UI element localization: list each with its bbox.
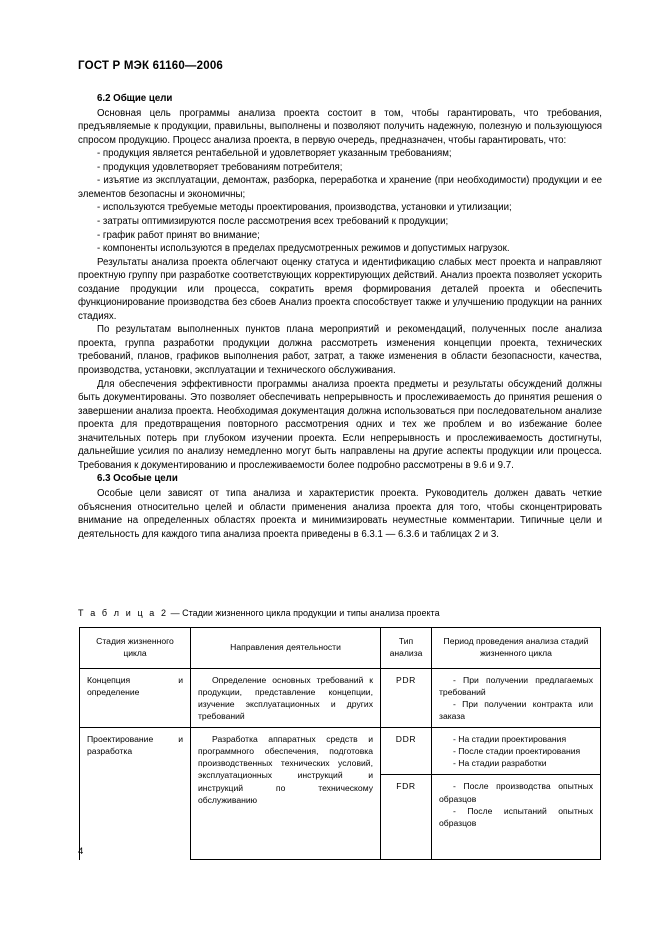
table-cell-period bbox=[432, 668, 601, 727]
table-cell-stage: Концепция и определение bbox=[80, 668, 191, 727]
period-item: - При получении предлагаемых требований bbox=[439, 674, 593, 697]
table-header-type-line2: анализа bbox=[389, 648, 423, 659]
table-2-caption-label: Т а б л и ц а 2 bbox=[78, 608, 169, 618]
table-cell-direction: Определение основных требований к продукции, представление концепции, изучение эксплуатационных и других требований bbox=[191, 668, 381, 727]
clause-6-3-heading: 6.3 Особые цели bbox=[97, 473, 178, 485]
clause-6-2-paragraph-4: Для обеспечения эффективности программы анализа проекта предметы и результаты обсуждений должны быть документированы. Это позволяет обеспечивать непрерывность и прослеживаемость до принятия решения о завершении анализа проекта. Необходимая документация должна использоваться при последовательном анализе проекта для предотвращения повторного рассмотрения одних и тех же проблем и во избежание более значительных потерь при глубоком изучении проекта. Если непрерывность и прослеживаемость достигнуты, дальнейшие усилия по анализу немедленно могут быть направлены на другие аспекты продукции или процесса. Требования к документированию и прослеживаемости более подробно рассмотрены в 9.6 и 9.7. bbox=[78, 378, 602, 471]
table-cell-period bbox=[432, 775, 601, 860]
table-cell-direction: Разработка аппаратных средств и программного обеспечения, подготовка производственных технических условий, эксплуатационных инструкций и инструкций по техническому обслуживанию bbox=[191, 728, 381, 860]
period-item: - После испытаний опытных образцов bbox=[439, 805, 593, 828]
clause-6-2-bullet-3: - изъятие из эксплуатации, демонтаж, разборка, переработка и хранение (при необходимости) продукции и ее элементов безопасны и экономичны; bbox=[78, 175, 602, 200]
page-number: 4 bbox=[78, 846, 84, 857]
table-cell-stage: Проектирование и разработка bbox=[80, 728, 191, 860]
period-item: - На стадии разработки bbox=[453, 758, 547, 769]
clause-6-2-heading: 6.2 Общие цели bbox=[97, 93, 173, 104]
page-body bbox=[78, 92, 602, 541]
table-header-row bbox=[80, 628, 601, 669]
clause-6-2-bullet-6: - график работ принят во внимание; bbox=[97, 229, 260, 241]
table-2-caption-text: Стадии жизненного цикла продукции и типы анализа проекта bbox=[182, 608, 440, 618]
table-header-direction bbox=[191, 628, 381, 669]
period-item: - При получении контракта или заказа bbox=[439, 699, 593, 722]
clause-6-2-bullet-5: - затраты оптимизируются после рассмотрения всех требований к продукции; bbox=[97, 215, 449, 227]
period-item: - На стадии проектирования bbox=[453, 734, 567, 745]
table-2-caption-dash: — bbox=[168, 608, 183, 618]
period-item: - После производства опытных образцов bbox=[439, 781, 593, 804]
table-cell-type: DDR bbox=[381, 728, 432, 775]
table-header-period bbox=[432, 628, 601, 669]
clause-6-2-bullet-2: - продукция удовлетворяет требованиям потребителя; bbox=[97, 161, 343, 173]
table-header-direction-line1: Направления деятельности bbox=[230, 642, 341, 653]
clause-6-2-paragraph-3: По результатам выполненных пунктов плана мероприятий и рекомендаций, полученных после анализа проекта, группа разработки продукции должна рассмотреть изменения концепции проекта, технических требований, планов, графиков выполнения работ, затрат, а также изменения в области безопасности, качества, производства, установки, эксплуатации и технического обслуживания. bbox=[78, 324, 602, 376]
table-header-period-line2: жизненного цикла bbox=[480, 648, 552, 659]
table-header-period-line1: Период проведения анализа стадий bbox=[443, 636, 589, 646]
table-header-stage bbox=[80, 628, 191, 669]
table-header-type-line1: Тип bbox=[398, 636, 414, 646]
clause-6-2-paragraph-2: Результаты анализа проекта облегчают оценку статуса и идентификацию слабых мест проекта и направляют проектную группу при разработке соответствующих корректирующих действий. Анализ проекта позволяет ускорить создание продукции или процесса, сократить время формирования деталей проекта и обеспечить функционирование производства без сбоев Анализ проекта способствует также и улучшению продукции на ранних стадиях. bbox=[78, 256, 602, 322]
table-cell-period bbox=[432, 728, 601, 775]
table-header-stage-line1: Стадия жизненного bbox=[96, 636, 174, 646]
table-cell-type: PDR bbox=[381, 668, 432, 727]
clause-6-2-paragraph-1: Основная цель программы анализа проекта состоит в том, чтобы гарантировать, что требования, предъявляемые к продукции, правильны, выполнены и позволяют получить надежную, полезную и пользующуюся спросом продукцию. Процесс анализа проекта, в первую очередь, предназначен, чтобы гарантировать, что: bbox=[78, 107, 602, 146]
table-cell-type: FDR bbox=[381, 775, 432, 860]
clause-6-2-bullet-7: - компоненты используются в пределах предусмотренных режимов и допустимых нагрузок. bbox=[97, 243, 510, 255]
clause-6-2-bullet-1: - продукция является рентабельной и удовлетворяет указанным требованиям; bbox=[97, 148, 452, 160]
clause-6-2-bullet-4: - используются требуемые методы проектирования, производства, установки и утилизации; bbox=[97, 202, 512, 214]
table-2-caption bbox=[78, 608, 440, 618]
standard-number-header: ГОСТ Р МЭК 61160—2006 bbox=[78, 60, 224, 72]
table-header-type bbox=[381, 628, 432, 669]
table-2 bbox=[79, 627, 601, 860]
clause-6-3-paragraph-1: Особые цели зависят от типа анализа и характеристик проекта. Руководитель должен давать четкие объяснения относительно целей и области применения анализа проекта для того, чтобы сконцентрировать внимание на определенных областях проекта и минимизировать неуместные комментарии. Типичные цели и деятельность для каждого типа анализа проекта приведены в 6.3.1 — 6.3.6 и таблицах 2 и 3. bbox=[78, 487, 602, 540]
table-header-stage-line2: цикла bbox=[123, 648, 147, 659]
period-item: - После стадии проектирования bbox=[453, 746, 581, 757]
table-row bbox=[80, 668, 601, 727]
table-row bbox=[80, 728, 601, 775]
